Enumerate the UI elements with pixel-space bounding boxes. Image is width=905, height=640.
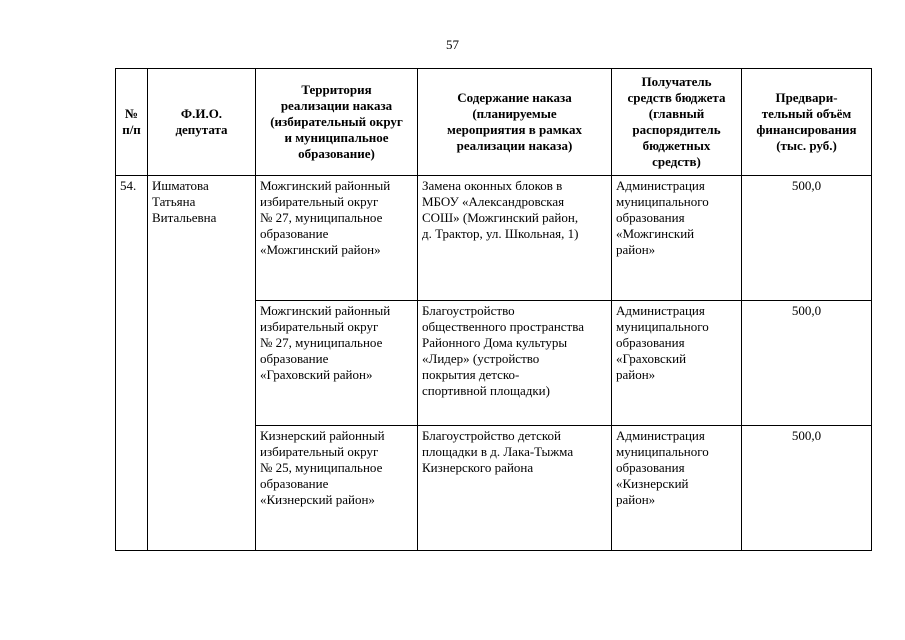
recipient-cell: Администрация муниципального образования «Можгинский район» [612,176,742,301]
amount-cell: 500,0 [742,176,872,301]
table-row [116,176,872,301]
orders-table [115,68,872,551]
territory-cell: Кизнерский районный избирательный округ № 25, муниципальное образование «Кизнерский район» [256,426,418,551]
header-name: Ф.И.О. депутата [148,69,256,176]
content-cell: Благоустройство общественного пространства Районного Дома культуры «Лидер» (устройство покрытия детско- спортивной площадки) [418,301,612,426]
header-row [116,69,872,176]
header-territory: Территория реализации наказа (избирательный округ и муниципальное образование) [256,69,418,176]
content-cell: Благоустройство детской площадки в д. Лака-Тыжма Кизнерского района [418,426,612,551]
header-content: Содержание наказа (планируемые мероприятия в рамках реализации наказа) [418,69,612,176]
row-number: 54. [116,176,148,551]
header-num: № п/п [116,69,148,176]
recipient-cell: Администрация муниципального образования «Граховский район» [612,301,742,426]
header-recipient: Получатель средств бюджета (главный распорядитель бюджетных средств) [612,69,742,176]
header-funding: Предвари- тельный объём финансирования (тыс. руб.) [742,69,872,176]
recipient-cell: Администрация муниципального образования «Кизнерский район» [612,426,742,551]
amount-cell: 500,0 [742,426,872,551]
page-number: 57 [446,37,459,52]
content-cell: Замена оконных блоков в МБОУ «Александровская СОШ» (Можгинский район, д. Трактор, ул. Школьная, 1) [418,176,612,301]
territory-cell: Можгинский районный избирательный округ № 27, муниципальное образование «Граховский район» [256,301,418,426]
deputy-name: Ишматова Татьяна Витальевна [148,176,256,551]
territory-cell: Можгинский районный избирательный округ № 27, муниципальное образование «Можгинский район» [256,176,418,301]
amount-cell: 500,0 [742,301,872,426]
